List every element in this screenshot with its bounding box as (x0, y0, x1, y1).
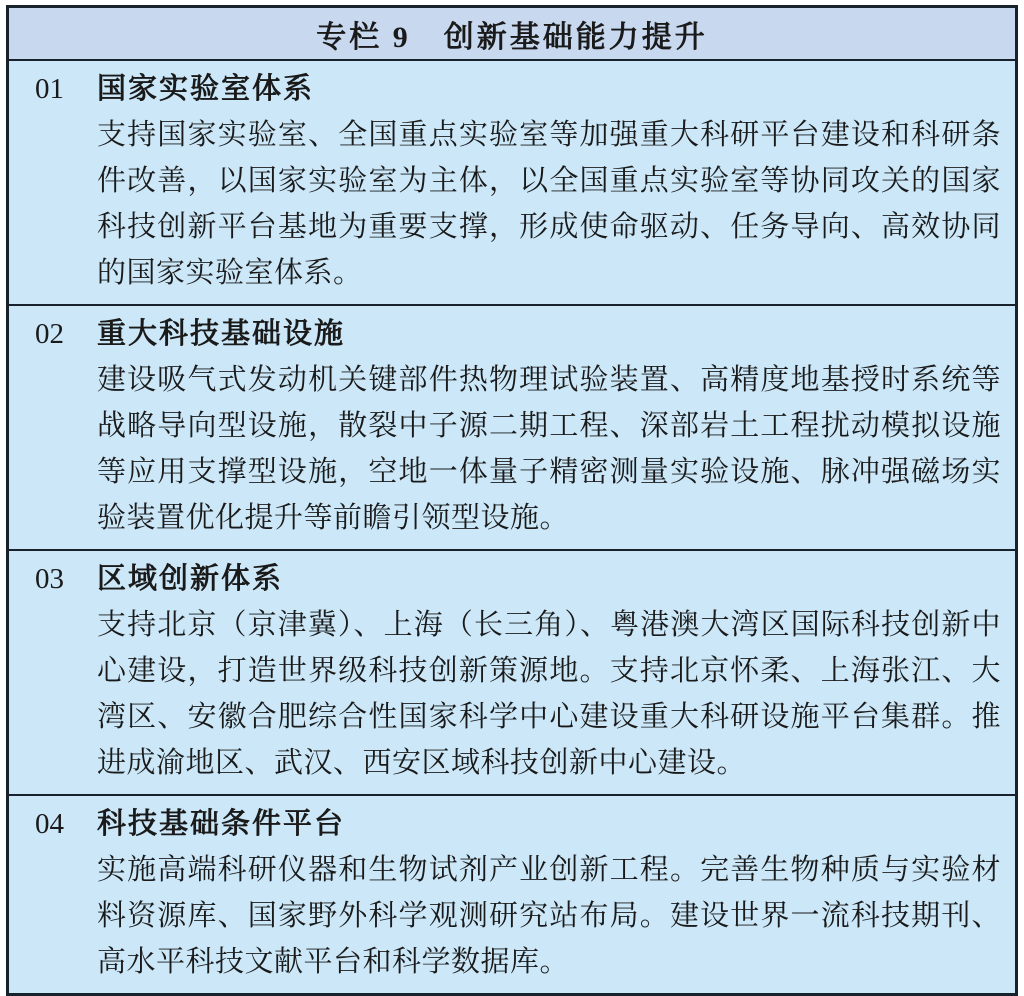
section-title: 科技基础条件平台 (97, 808, 346, 840)
section-body: 建设吸气式发动机关键部件热物理试验装置、高精度地基授时系统等战略导向型设施，散裂中子源二期工程、深部岩土工程扰动模拟设施等应用支撑型设施，空地一体量子精密测量实验设施、脉冲强磁场实验装置优化提升等前瞻引领型设施。 (97, 364, 1001, 534)
section-major-sci-tech-infrastructure (9, 304, 1015, 549)
section-number: 04 (35, 808, 64, 840)
section-title: 重大科技基础设施 (97, 318, 346, 350)
section-number: 02 (35, 318, 64, 350)
section-body: 实施高端科研仪器和生物试剂产业创新工程。完善生物种质与实验材料资源库、国家野外科学观测研究站布局。建设世界一流科技期刊、高水平科技文献平台和科学数据库。 (97, 854, 1001, 978)
section-body: 支持国家实验室、全国重点实验室等加强重大科研平台建设和科研条件改善，以国家实验室为主体，以全国重点实验室等协同攻关的国家科技创新平台基地为重要支撑，形成使命驱动、任务导向、高效协同的国家实验室体系。 (97, 119, 1001, 289)
section-number: 01 (35, 73, 64, 105)
section-title: 国家实验室体系 (97, 73, 315, 105)
section-sci-tech-basic-condition-platform (9, 794, 1015, 993)
panel-title: 专栏 9 创新基础能力提升 (9, 8, 1015, 61)
column-9-panel (6, 5, 1018, 996)
section-regional-innovation-system (9, 549, 1015, 794)
section-number: 03 (35, 563, 64, 595)
section-title: 区域创新体系 (97, 563, 284, 595)
section-national-lab-system (9, 61, 1015, 304)
section-body: 支持北京（京津冀）、上海（长三角）、粤港澳大湾区国际科技创新中心建设，打造世界级科技创新策源地。支持北京怀柔、上海张江、大湾区、安徽合肥综合性国家科学中心建设重大科研设施平台集群。推进成渝地区、武汉、西安区域科技创新中心建设。 (97, 609, 1001, 779)
